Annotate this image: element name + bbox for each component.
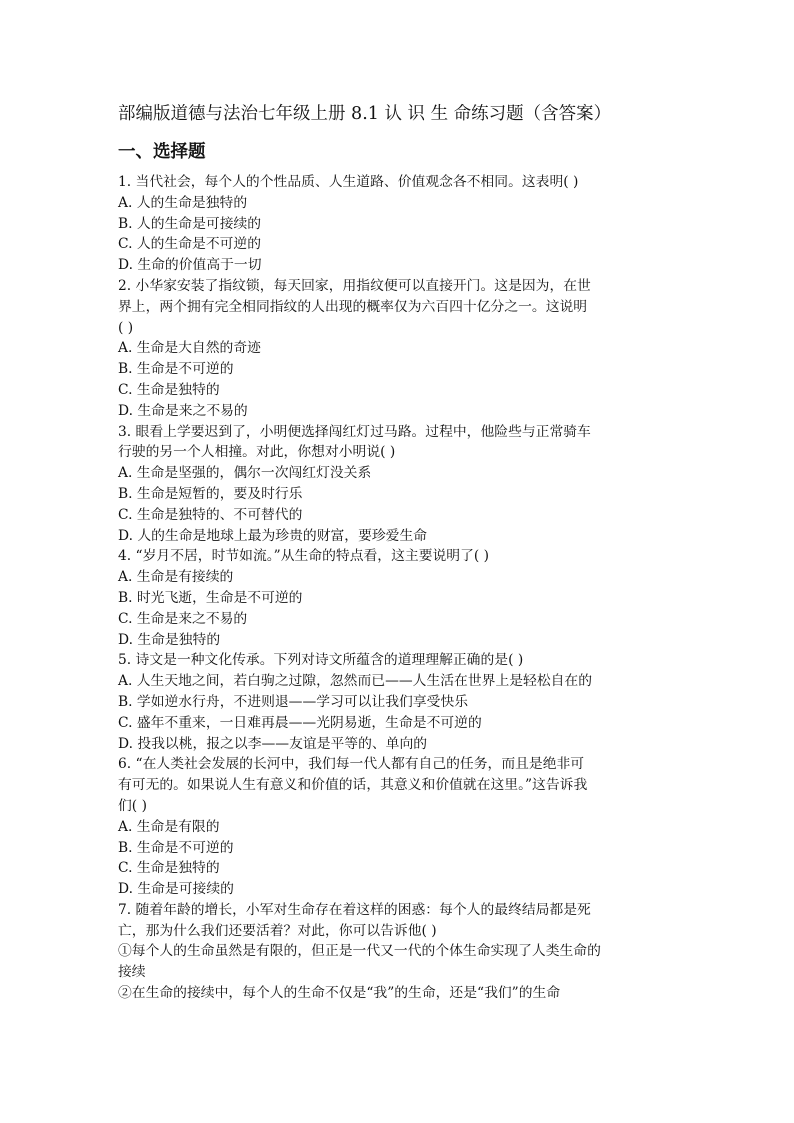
- option-c: C. 生命是独特的: [118, 381, 220, 398]
- document-page: [118, 100, 688, 1004]
- question-stem: 1. 当代社会，每个人的个性品质、人生道路、价值观念各不相同。这表明( ): [118, 174, 579, 190]
- question-4: [118, 546, 688, 650]
- question-1: [118, 172, 688, 276]
- statement-1: ①每个人的生命虽然是有限的，但正是一代又一代的个体生命实现了人类生命的: [118, 943, 601, 960]
- option-c: C. 生命是独特的、不可替代的: [118, 506, 303, 523]
- option-a: A. 人的生命是独特的: [118, 194, 248, 211]
- question-stem: 界上，两个拥有完全相同指纹的人出现的概率仅为六百四十亿分之一。这说明: [118, 298, 588, 315]
- question-stem: 行驶的另一个人相撞。对此，你想对小明说( ): [118, 444, 396, 461]
- question-stem: 4. “岁月不居，时节如流。”从生命的特点看，这主要说明了( ): [118, 548, 490, 565]
- question-stem: 有可无的。如果说人生有意义和价值的话，其意义和价值就在这里。”这告诉我: [118, 777, 588, 794]
- option-a: A. 生命是有接续的: [118, 569, 234, 586]
- option-c: C. 生命是独特的: [118, 860, 220, 877]
- question-stem: 6. “在人类社会发展的长河中，我们每一代人都有自己的任务，而且是绝非可: [118, 756, 585, 773]
- option-b: B. 生命是短暂的，要及时行乐: [118, 485, 303, 502]
- option-a: A. 生命是大自然的奇迹: [118, 340, 261, 357]
- option-d: D. 生命的价值高于一切: [118, 257, 262, 274]
- question-stem: 3. 眼看上学要迟到了，小明便选择闯红灯过马路。过程中，他险些与正常骑车: [118, 423, 591, 440]
- question-stem: 们( ): [118, 797, 147, 814]
- question-stem: 5. 诗文是一种文化传承。下列对诗文所蕴含的道理理解正确的是( ): [118, 652, 524, 669]
- option-d: D. 生命是可接续的: [118, 881, 234, 898]
- section-heading: 一、选择题: [118, 142, 206, 162]
- option-b: B. 生命是不可逆的: [118, 839, 234, 856]
- question-2: [118, 276, 688, 422]
- option-b: B. 生命是不可逆的: [118, 361, 234, 378]
- option-c: C. 人的生命是不可逆的: [118, 236, 262, 253]
- question-5: [118, 650, 688, 754]
- option-d: D. 生命是来之不易的: [118, 402, 248, 419]
- question-stem: 2. 小华家安装了指纹锁，每天回家，用指纹便可以直接开门。这是因为，在世: [118, 277, 591, 294]
- question-stem: 亡，那为什么我们还要活着？对此，你可以告诉他( ): [118, 922, 437, 939]
- question-7: [118, 900, 688, 1004]
- question-3: [118, 422, 688, 547]
- question-stem: ( ): [118, 319, 134, 336]
- document-title: 部编版道德与法治七年级上册 8.1 认 识 生 命练习题（含答案）: [118, 104, 612, 124]
- option-d: D. 生命是独特的: [118, 631, 221, 648]
- option-d: D. 投我以桃，报之以李——友谊是平等的、单向的: [118, 735, 428, 752]
- option-b: B. 学如逆水行舟，不进则退——学习可以让我们享受快乐: [118, 693, 469, 710]
- statement-2: ②在生命的接续中，每个人的生命不仅是“我”的生命，还是“我们”的生命: [118, 985, 561, 1002]
- option-c: C. 生命是来之不易的: [118, 610, 248, 627]
- option-a: A. 人生天地之间，若白驹之过隙，忽然而已——人生活在世界上是轻松自在的: [118, 673, 593, 690]
- question-6: [118, 754, 688, 900]
- question-stem: 7. 随着年龄的增长，小军对生命存在着这样的困惑：每个人的最终结局都是死: [118, 901, 591, 918]
- option-b: B. 人的生命是可接续的: [118, 215, 262, 232]
- option-d: D. 人的生命是地球上最为珍贵的财富，要珍爱生命: [118, 527, 428, 544]
- statement-1-continued: 接续: [118, 964, 146, 981]
- option-c: C. 盛年不重来，一日难再晨——光阴易逝，生命是不可逆的: [118, 714, 482, 731]
- option-a: A. 生命是有限的: [118, 818, 220, 835]
- option-b: B. 时光飞逝，生命是不可逆的: [118, 589, 303, 606]
- option-a: A. 生命是坚强的，偶尔一次闯红灯没关系: [118, 465, 372, 482]
